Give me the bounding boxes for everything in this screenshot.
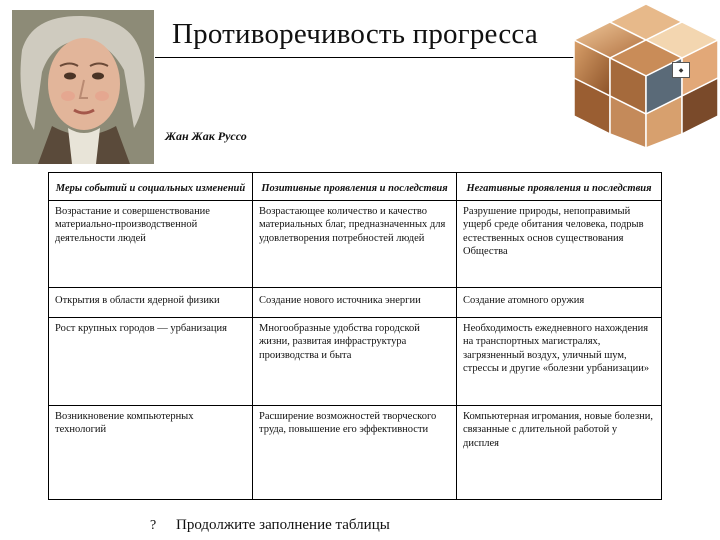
table-header-row — [49, 173, 662, 201]
table-cell: Создание нового источника энергии — [253, 287, 457, 317]
slide-title: Противоречивость прогресса — [172, 18, 538, 50]
table-row — [49, 200, 662, 287]
table-cell: Многообразные удобства городской жизни, развитая инфраструктура производства и быта — [253, 317, 457, 405]
logo-icon: ◆ — [672, 62, 690, 78]
footer-instruction — [150, 517, 390, 534]
table-cell: Необходимость ежедневного нахождения на транспортных магистралях, загрязненный воздух, уличный шум, стрессы и другие «болезни урбанизации» — [457, 317, 662, 405]
bullet-mark: ? — [150, 518, 157, 533]
table-cell: Расширение возможностей творческого труда, повышение его эффективности — [253, 405, 457, 499]
title-underline — [155, 57, 585, 58]
header-cell: Меры событий и социальных изменений — [49, 173, 253, 201]
author-name: Жан Жак Руссо — [165, 129, 247, 143]
table-cell: Открытия в области ядерной физики — [49, 287, 253, 317]
table-cell: Компьютерная игромания, новые болезни, связанные с длительной работой у дисплея — [457, 405, 662, 499]
photo-cube-graphic — [566, 0, 720, 148]
footer-text: Продолжите заполнение таблицы — [176, 517, 390, 533]
table-cell: Возникновение компьютерных технологий — [49, 405, 253, 499]
table-row — [49, 405, 662, 499]
table-cell: Возрастание и совершенствование материально-производственной деятельности людей — [49, 200, 253, 287]
table-cell: Создание атомного оружия — [457, 287, 662, 317]
progress-table — [48, 172, 662, 500]
table-row — [49, 287, 662, 317]
table-cell: Разрушение природы, непоправимый ущерб среде обитания человека, подрыв естественных основ существования Общества — [457, 200, 662, 287]
rousseau-portrait — [12, 10, 154, 164]
table-cell: Рост крупных городов — урбанизация — [49, 317, 253, 405]
table-row — [49, 317, 662, 405]
header-cell: Позитивные проявления и последствия — [253, 173, 457, 201]
header-cell: Негативные проявления и последствия — [457, 173, 662, 201]
table-cell: Возрастающее количество и качество материальных благ, предназначенных для удовлетворения потребностей людей — [253, 200, 457, 287]
